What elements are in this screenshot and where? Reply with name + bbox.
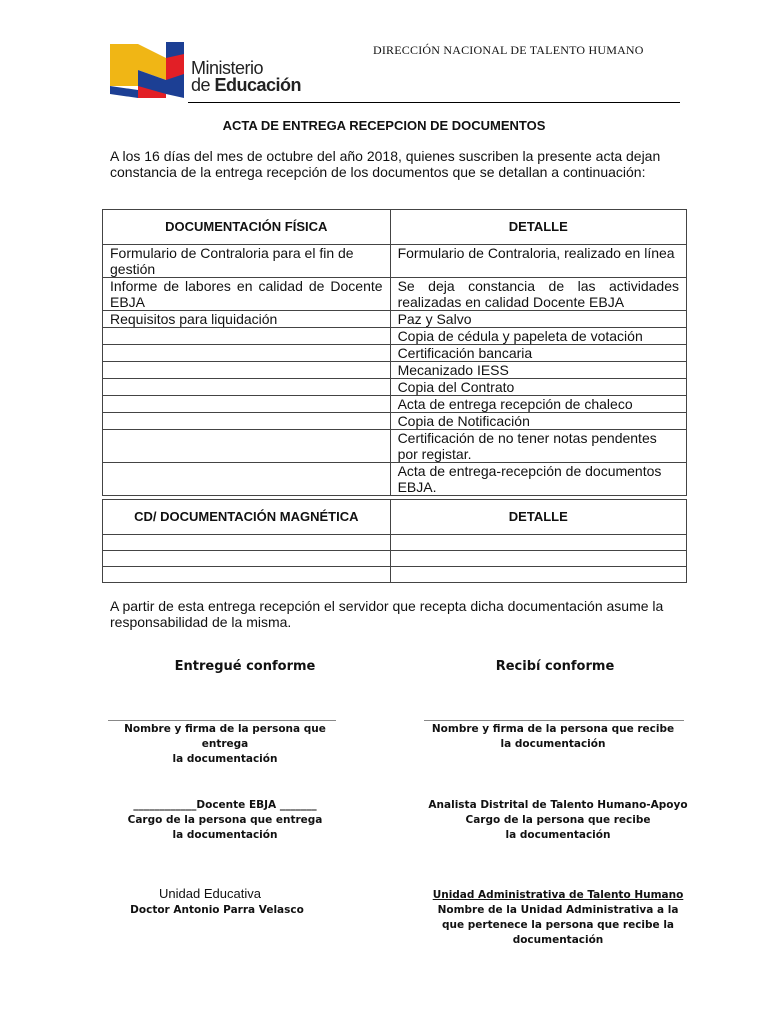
document-title: ACTA DE ENTREGA RECEPCION DE DOCUMENTOS <box>222 118 546 133</box>
table-cell: Formulario de Contraloria para el fin de gestión <box>103 245 391 278</box>
table-cell: Certificación de no tener notas pendentes por registar. <box>390 430 686 463</box>
right-name-label <box>428 722 678 752</box>
column-header: DETALLE <box>390 500 686 535</box>
table-cell <box>390 535 686 551</box>
right-cargo-block <box>418 798 698 843</box>
intro-paragraph: A los 16 días del mes de octubre del año 2018, quienes suscriben la presente acta dejan constancia de la entrega recepción de los documentos que se detallan a continuación: <box>110 148 661 180</box>
right-cargo-line2: la documentación <box>505 829 611 841</box>
right-unit-value: Unidad Administrativa de Talento Humano <box>432 889 684 901</box>
logo-line-1: Ministerio <box>191 58 264 78</box>
table-cell <box>103 345 391 362</box>
table-cell <box>390 551 686 567</box>
table-row <box>103 278 687 311</box>
table-row <box>103 328 687 345</box>
table-cell: Copia de Notificación <box>390 413 686 430</box>
ecuador-flag-logo-icon <box>108 40 188 102</box>
table-row <box>103 345 687 362</box>
header-rule <box>188 102 680 103</box>
table-cell: Certificación bancaria <box>390 345 686 362</box>
left-signature-line <box>108 720 336 721</box>
table-header-row <box>103 210 687 245</box>
table-row <box>103 567 687 583</box>
column-header: CD/ DOCUMENTACIÓN MAGNÉTICA <box>103 500 391 535</box>
left-cargo-line2: la documentación <box>172 829 278 841</box>
table-row <box>103 396 687 413</box>
table-row <box>103 379 687 396</box>
right-unit-line2: que pertenece la persona que recibe la <box>441 919 675 931</box>
left-cargo-line1: Cargo de la persona que entrega <box>127 814 323 826</box>
table-cell: Informe de labores en calidad de Docente EBJA <box>103 278 391 311</box>
left-name-line2: la documentación <box>172 753 278 765</box>
table-cell: Formulario de Contraloria, realizado en línea <box>390 245 686 278</box>
left-cargo-block <box>100 798 350 843</box>
physical-docs-table <box>102 209 687 496</box>
left-unit-line2: Doctor Antonio Parra Velasco <box>130 904 304 916</box>
ministerio-logo <box>108 40 318 102</box>
table-cell: Requisitos para liquidación <box>103 311 391 328</box>
table-row <box>103 362 687 379</box>
magnetic-docs-table <box>102 499 687 583</box>
table-header-row <box>103 500 687 535</box>
table-cell <box>103 328 391 345</box>
table-cell: Copia de cédula y papeleta de votación <box>390 328 686 345</box>
table-cell <box>103 551 391 567</box>
table-row <box>103 551 687 567</box>
left-unit-line1: Unidad Educativa <box>159 886 261 901</box>
table-row <box>103 245 687 278</box>
table-cell <box>103 535 391 551</box>
table-cell <box>103 430 391 463</box>
table-row <box>103 463 687 496</box>
table-row <box>103 430 687 463</box>
table-cell <box>390 567 686 583</box>
table-row <box>103 535 687 551</box>
left-name-label <box>100 722 350 767</box>
table-cell: Mecanizado IESS <box>390 362 686 379</box>
table-cell <box>103 413 391 430</box>
left-signature-heading: Entregué conforme <box>174 659 316 674</box>
table-cell: Copia del Contrato <box>390 379 686 396</box>
table-cell <box>103 567 391 583</box>
column-header: DETALLE <box>390 210 686 245</box>
logo-wordmark <box>191 60 301 94</box>
right-unit-line1: Nombre de la Unidad Administrativa a la <box>437 904 679 916</box>
table-cell: Paz y Salvo <box>390 311 686 328</box>
right-cargo-line1: Cargo de la persona que recibe <box>465 814 651 826</box>
right-unit-block <box>418 903 698 948</box>
table-row <box>103 413 687 430</box>
table-cell: Acta de entrega-recepción de documentos EBJA. <box>390 463 686 496</box>
column-header: DOCUMENTACIÓN FÍSICA <box>103 210 391 245</box>
table-cell <box>103 396 391 413</box>
table-cell <box>103 362 391 379</box>
right-cargo-value: Analista Distrital de Talento Humano-Apoyo <box>428 799 688 811</box>
table-cell <box>103 463 391 496</box>
right-unit-line3: documentación <box>512 934 604 946</box>
table-cell <box>103 379 391 396</box>
table-cell: Acta de entrega recepción de chaleco <box>390 396 686 413</box>
left-name-line1: Nombre y firma de la persona que entrega <box>124 723 326 750</box>
right-signature-heading: Recibí conforme <box>495 659 615 674</box>
department-header: DIRECCIÓN NACIONAL DE TALENTO HUMANO <box>373 43 644 57</box>
right-name-line2: la documentación <box>500 738 606 750</box>
table-row <box>103 311 687 328</box>
right-signature-line <box>424 720 684 721</box>
right-name-line1: Nombre y firma de la persona que recibe <box>431 723 675 735</box>
table-cell: Se deja constancia de las actividades realizadas en calidad Docente EBJA <box>390 278 686 311</box>
left-cargo-value: ____________Docente EBJA _______ <box>133 799 317 811</box>
closing-paragraph: A partir de esta entrega recepción el servidor que recepta dicha documentación asume la responsabilidad de la misma. <box>110 598 664 630</box>
logo-line-2: de Educación <box>191 75 302 95</box>
